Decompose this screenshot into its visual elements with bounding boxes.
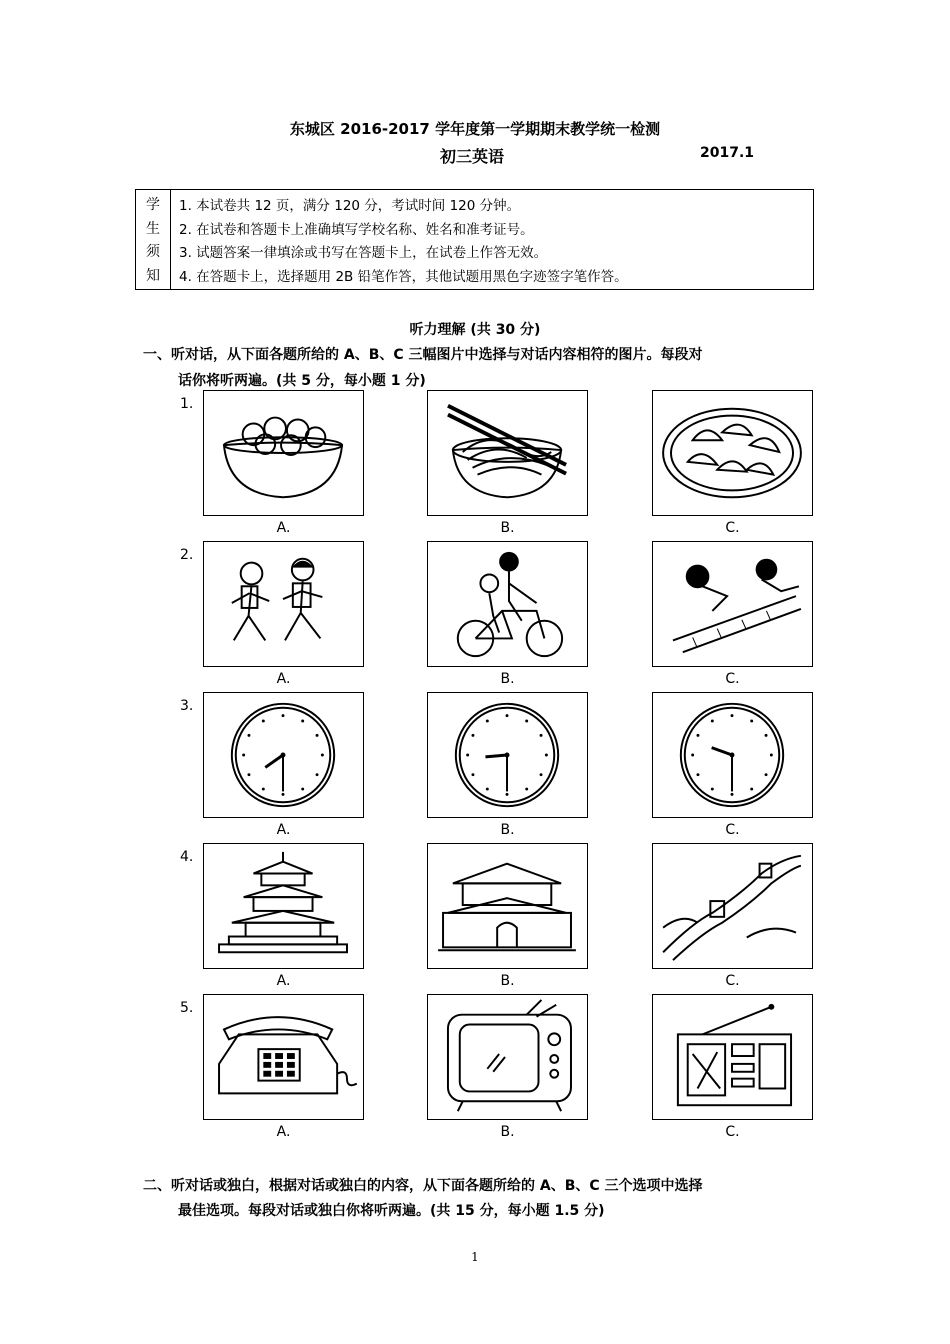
- notice-item: 3. 试题答案一律填涂或书写在答题卡上，在试卷上作答无效。: [179, 245, 548, 262]
- option-label: C.: [725, 822, 740, 838]
- swimming-icon[interactable]: [652, 541, 813, 667]
- exam-date: 2017.1: [700, 145, 755, 161]
- radio-icon[interactable]: [652, 994, 813, 1120]
- notice-item: 2. 在试卷和答题卡上准确填写学校名称、姓名和准考证号。: [179, 221, 534, 238]
- notice-item: 1. 本试卷共 12 页，满分 120 分，考试时间 120 分钟。: [179, 197, 521, 214]
- option-label: A.: [276, 520, 291, 536]
- jiaozi-plate-icon[interactable]: [652, 390, 813, 516]
- option-label: A.: [276, 822, 291, 838]
- running-kids-icon[interactable]: [203, 541, 364, 667]
- option-label: B.: [500, 822, 515, 838]
- option-label: B.: [500, 1124, 515, 1140]
- clock-icon[interactable]: [427, 692, 588, 818]
- dumplings-bowl-icon[interactable]: [203, 390, 364, 516]
- listening-heading: 听力理解 (共 30 分): [409, 322, 541, 338]
- notice-label-char: 学: [146, 196, 160, 213]
- part2-instructions-cont: 最佳选项。每段对话或独白你将听两遍。(共 15 分，每小题 1.5 分): [178, 1203, 605, 1219]
- exam-title: 东城区 2016-2017 学年度第一学期期末教学统一检测: [289, 120, 661, 138]
- option-label: A.: [276, 671, 291, 687]
- noodles-bowl-icon[interactable]: [427, 390, 588, 516]
- temple-of-heaven-icon[interactable]: [203, 843, 364, 969]
- question-number: 1.: [180, 396, 194, 412]
- notice-label-char: 须: [146, 244, 160, 261]
- notice-label: [136, 190, 171, 289]
- option-label: A.: [276, 973, 291, 989]
- television-icon[interactable]: [427, 994, 588, 1120]
- option-label: B.: [500, 671, 515, 687]
- telephone-icon[interactable]: [203, 994, 364, 1120]
- option-label: C.: [725, 1124, 740, 1140]
- part1-instructions-cont: 话你将听两遍。(共 5 分，每小题 1 分): [178, 373, 426, 389]
- question-number: 2.: [180, 547, 194, 563]
- subject-title: 初三英语: [440, 147, 505, 166]
- great-wall-icon[interactable]: [652, 843, 813, 969]
- tiananmen-icon[interactable]: [427, 843, 588, 969]
- bike-riding-icon[interactable]: [427, 541, 588, 667]
- question-number: 4.: [180, 849, 194, 865]
- option-label: C.: [725, 973, 740, 989]
- option-label: C.: [725, 671, 740, 687]
- part2-instructions: 二、听对话或独白，根据对话或独白的内容，从下面各题所给的 A、B、C 三个选项中选择: [143, 1178, 703, 1194]
- question-number: 5.: [180, 1000, 194, 1016]
- option-label: B.: [500, 973, 515, 989]
- question-number: 3.: [180, 698, 194, 714]
- option-label: A.: [276, 1124, 291, 1140]
- student-notice-box: [135, 189, 814, 290]
- notice-items: [171, 190, 813, 289]
- page-number: 1: [471, 1250, 479, 1264]
- part1-instructions: 一、听对话，从下面各题所给的 A、B、C 三幅图片中选择与对话内容相符的图片。每段对: [143, 347, 703, 363]
- notice-label-char: 生: [146, 220, 160, 237]
- option-label: C.: [725, 520, 740, 536]
- clock-icon[interactable]: [203, 692, 364, 818]
- notice-item: 4. 在答题卡上，选择题用 2B 铅笔作答，其他试题用黑色字迹签字笔作答。: [179, 269, 628, 286]
- notice-label-char: 知: [146, 268, 160, 285]
- clock-icon[interactable]: [652, 692, 813, 818]
- option-label: B.: [500, 520, 515, 536]
